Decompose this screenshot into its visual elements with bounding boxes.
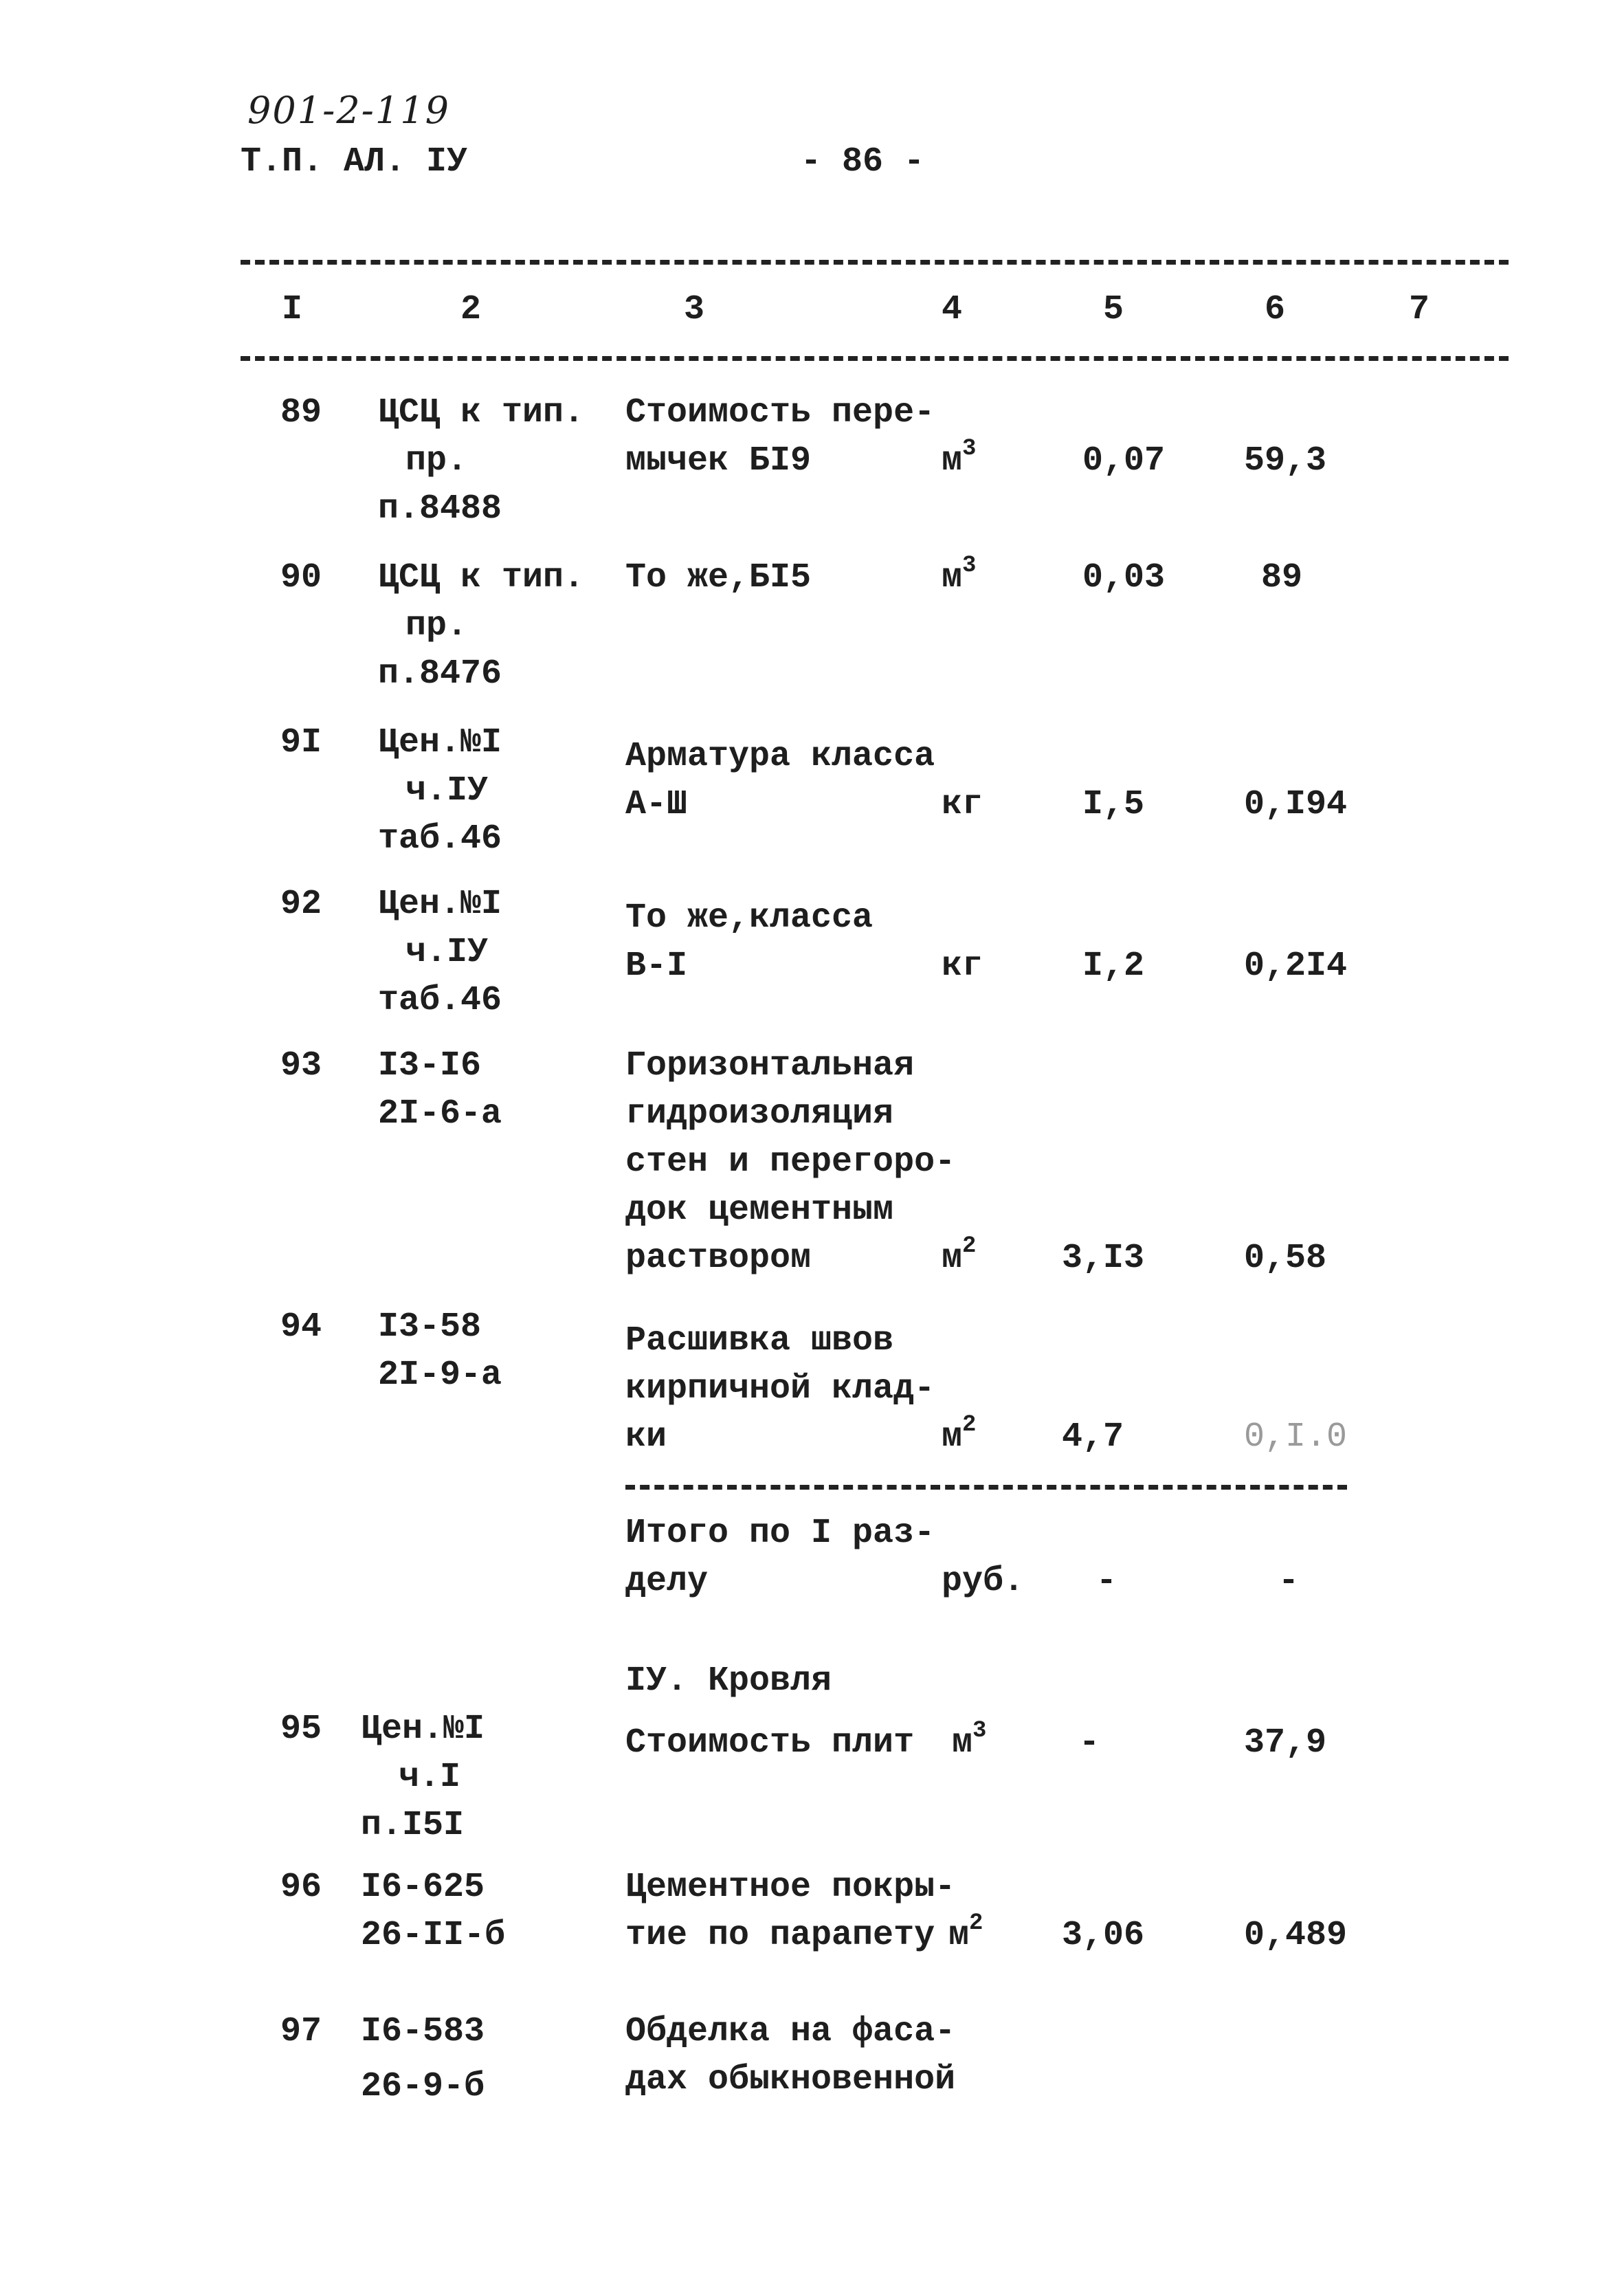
row-reference: Цен.№I [361, 1710, 485, 1749]
row-reference: п.I5I [361, 1806, 465, 1845]
row-reference: I6-583 [361, 2012, 485, 2051]
subtotal-unit: руб. [942, 1562, 1025, 1601]
row-description: Расшивка швов [625, 1321, 894, 1360]
row-number: 89 [280, 393, 322, 432]
row-quantity: - [1079, 1723, 1100, 1763]
row-quantity: I,2 [1082, 947, 1145, 986]
row-number: 95 [280, 1710, 322, 1749]
row-description: Стоимость плит [625, 1723, 915, 1763]
row-unit: $м^3$ [942, 436, 977, 481]
row-unit: $м^2$ [948, 1910, 983, 1955]
row-reference: I3-I6 [378, 1046, 482, 1085]
row-reference: Цен.№I [378, 723, 502, 762]
row-description: В-I [625, 947, 688, 986]
row-number: 96 [280, 1868, 322, 1907]
column-header-4: 4 [942, 290, 963, 329]
subtotal-label: Итого по I раз- [625, 1514, 935, 1553]
row-reference: п.8488 [378, 489, 502, 529]
row-reference: I3-58 [378, 1307, 482, 1347]
row-description: Цементное покры- [625, 1868, 956, 1907]
row-description: кирпичной клад- [625, 1369, 935, 1409]
subtotal-price: - [1278, 1562, 1300, 1601]
row-reference: ЦСЦ к тип. [378, 558, 585, 597]
row-unit: кг [942, 785, 983, 824]
row-price: 0,58 [1244, 1239, 1327, 1278]
row-reference: таб.46 [378, 981, 502, 1020]
row-reference: 2I-9-а [378, 1356, 502, 1395]
section-title: IУ. Кровля [625, 1662, 832, 1701]
row-unit: кг [942, 947, 983, 986]
row-price: 59,3 [1244, 441, 1327, 481]
column-header-2: 2 [460, 290, 482, 329]
row-number: 9I [280, 723, 322, 762]
subtotal-quantity: - [1096, 1562, 1117, 1601]
row-reference: 26-9-б [361, 2067, 485, 2106]
row-quantity: 4,7 [1062, 1417, 1124, 1457]
row-price: 37,9 [1244, 1723, 1327, 1763]
subtotal-label: делу [625, 1562, 709, 1601]
row-price: 89 [1261, 558, 1303, 597]
column-header-6: 6 [1265, 290, 1286, 329]
row-number: 93 [280, 1046, 322, 1085]
column-header-1: I [282, 290, 303, 329]
row-reference: ч.I [399, 1758, 461, 1797]
row-number: 92 [280, 885, 322, 924]
handwritten-reference: 901-2-119 [247, 89, 450, 132]
row-reference: Цен.№I [378, 885, 502, 924]
row-reference: 26-II-б [361, 1916, 506, 1955]
column-header-7: 7 [1409, 290, 1430, 329]
row-description: Обделка на фаса- [625, 2012, 956, 2051]
row-reference: таб.46 [378, 819, 502, 859]
row-description: Стоимость пере- [625, 393, 935, 432]
row-description: раствором [625, 1239, 812, 1278]
row-description: стен и перегоро- [625, 1142, 956, 1182]
row-reference: п.8476 [378, 654, 502, 694]
row-unit: $м^3$ [942, 553, 977, 597]
column-header-5: 5 [1103, 290, 1124, 329]
row-price: 0,2I4 [1244, 947, 1348, 986]
row-quantity: 0,03 [1082, 558, 1166, 597]
row-reference: ч.IУ [405, 771, 489, 810]
row-description: А-Ш [625, 785, 688, 824]
row-reference: ч.IУ [405, 933, 489, 972]
subtotal-rule [625, 1485, 1347, 1490]
row-reference: пр. [405, 441, 468, 481]
row-price: 0,489 [1244, 1916, 1348, 1955]
row-price: 0,I.0 [1244, 1417, 1348, 1457]
row-quantity: 3,I3 [1062, 1239, 1145, 1278]
header-top-rule [241, 260, 1509, 265]
row-unit: $м^2$ [942, 1233, 977, 1278]
row-description: Горизонтальная [625, 1046, 915, 1085]
row-quantity: I,5 [1082, 785, 1145, 824]
document-code: Т.П. АЛ. IУ [241, 142, 468, 181]
row-description: дах обыкновенной [625, 2060, 956, 2099]
row-reference: I6-625 [361, 1868, 485, 1907]
row-description: гидроизоляция [625, 1094, 894, 1134]
row-description: тие по парапету [625, 1916, 935, 1955]
row-number: 97 [280, 2012, 322, 2051]
column-header-3: 3 [684, 290, 705, 329]
row-price: 0,I94 [1244, 785, 1348, 824]
row-reference: 2I-6-а [378, 1094, 502, 1134]
row-description: док цементным [625, 1191, 894, 1230]
row-quantity: 0,07 [1082, 441, 1166, 481]
row-number: 94 [280, 1307, 322, 1347]
row-number: 90 [280, 558, 322, 597]
row-quantity: 3,06 [1062, 1916, 1145, 1955]
row-description: Арматура класса [625, 737, 935, 776]
row-unit: $м^2$ [942, 1412, 977, 1457]
row-description: То же,класса [625, 898, 874, 938]
row-description: То же,БI5 [625, 558, 812, 597]
row-unit: $м^3$ [952, 1718, 987, 1763]
row-reference: пр. [405, 606, 468, 645]
row-description: ки [625, 1417, 667, 1457]
page-number: - 86 - [801, 142, 925, 181]
row-description: мычек БI9 [625, 441, 812, 481]
header-bottom-rule [241, 356, 1509, 361]
row-reference: ЦСЦ к тип. [378, 393, 585, 432]
